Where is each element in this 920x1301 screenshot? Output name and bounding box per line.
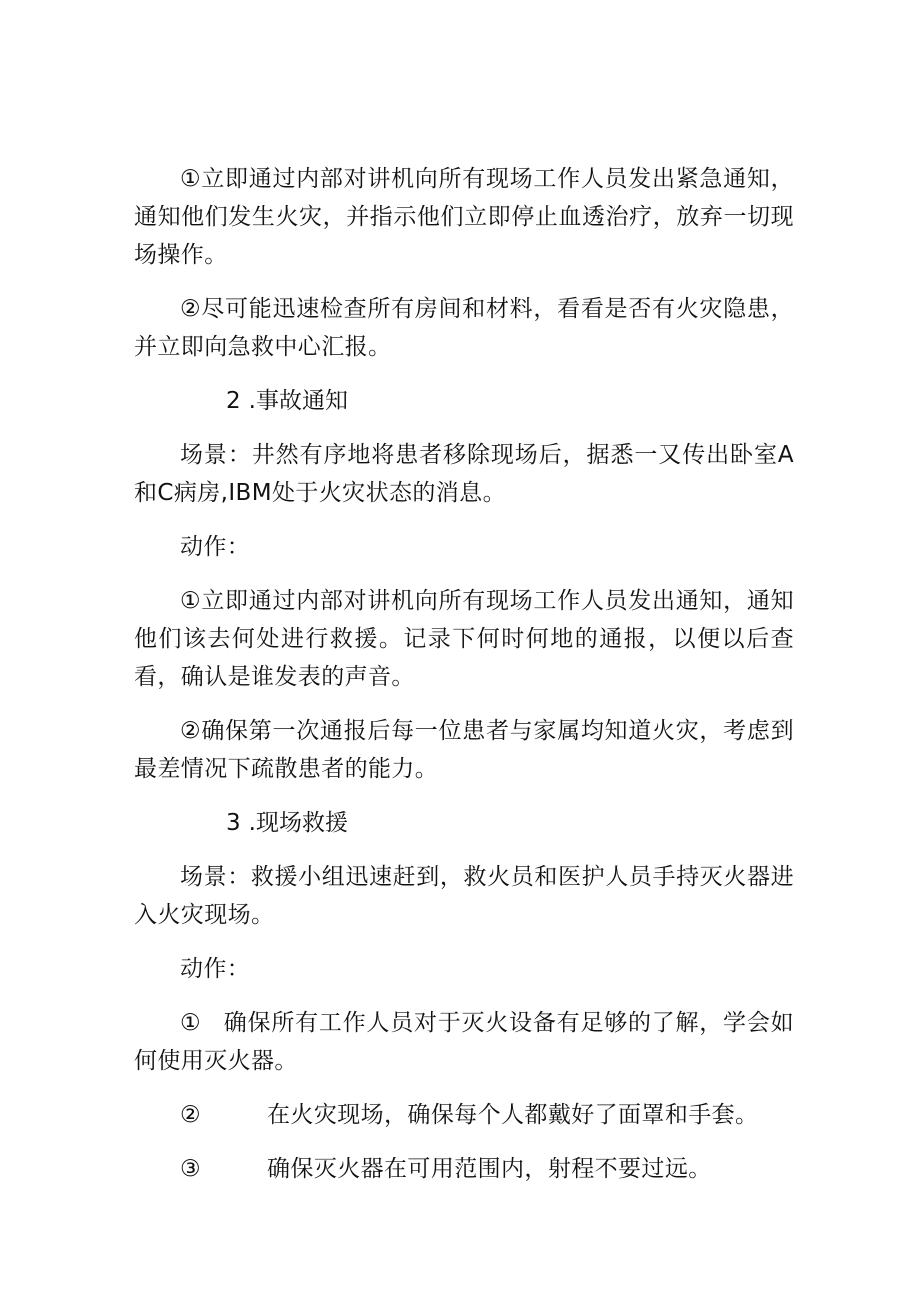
section-number: 2 (226, 388, 241, 414)
document-body (134, 160, 794, 1204)
paragraph-hazard-check: ②尽可能迅速检查所有房间和材料，看看是否有火灾隐患，并立即向急救中心汇报。 (134, 296, 794, 360)
list-text: 确保灭火器在可用范围内，射程不要过远。 (267, 1156, 712, 1182)
list-marker: ③ (180, 1156, 202, 1182)
section-title: .现场救援 (248, 810, 348, 836)
paragraph-action-label-2: 动作： (180, 956, 251, 982)
list-text: 在火灾现场，确保每个人都戴好了面罩和手套。 (267, 1102, 759, 1128)
section-heading-site-rescue (134, 804, 794, 842)
paragraph-scene-1: 场景：井然有序地将患者移除现场后，据悉一又传出卧室A和C病房,IBM处于火灾状态的消息。 (134, 442, 794, 506)
section-title: .事故通知 (248, 388, 348, 414)
list-text: 确保所有工作人员对于灭火设备有足够的了解，学会如何使用灭火器。 (134, 1010, 794, 1074)
paragraph-extinguisher-range (134, 1150, 794, 1188)
paragraph-extinguisher-training (134, 1004, 794, 1080)
list-marker: ② (180, 1102, 202, 1128)
section-number: 3 (226, 810, 241, 836)
paragraph-patient-awareness: ②确保第一次通报后每一位患者与家属均知道火灾，考虑到最差情况下疏散患者的能力。 (134, 718, 794, 782)
paragraph-scene-2: 场景：救援小组迅速赶到，救火员和医护人员手持灭火器进入火灾现场。 (134, 864, 794, 928)
list-marker: ① (180, 1010, 202, 1036)
paragraph-action-label-1: 动作： (180, 534, 251, 560)
paragraph-emergency-notice: ①立即通过内部对讲机向所有现场工作人员发出紧急通知，通知他们发生火灾，并指示他们立即停止血透治疗，放弃一切现场操作。 (134, 166, 794, 268)
paragraph-protective-gear (134, 1096, 794, 1134)
paragraph-intercom-notice: ①立即通过内部对讲机向所有现场工作人员发出通知，通知他们该去何处进行救援。记录下何时何地的通报，以便以后查看，确认是谁发表的声音。 (134, 588, 794, 690)
section-heading-accident-notice (134, 382, 794, 420)
